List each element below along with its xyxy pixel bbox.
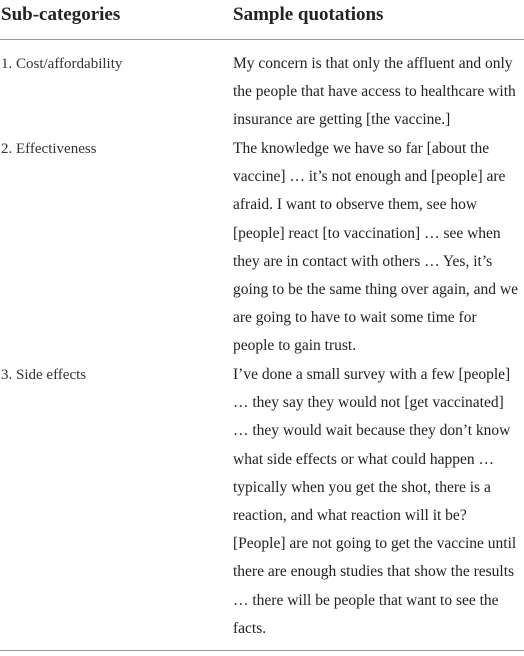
sample-quotation (233, 135, 524, 361)
quotation-line: [People] are not going to get the vaccine until (233, 535, 517, 553)
subcategory-label: 2. Effectiveness (1, 141, 97, 157)
sample-quotation (233, 50, 524, 135)
subcategory-label: 3. Side effects (1, 367, 87, 383)
column-header-subcategories: Sub-categories (1, 4, 121, 25)
quotation-line: there are enough studies that show the results (233, 563, 515, 581)
quotation-line: [people] react [to vaccination] … see when (233, 224, 501, 242)
quotation-line: typically when you get the shot, there is a (233, 478, 491, 496)
quotation-line: insurance are getting [the vaccine.] (233, 111, 451, 129)
column-header-sample-quotations: Sample quotations (233, 4, 384, 25)
quotation-line: going to be the same thing over again, and we (233, 281, 518, 299)
table-bottom-divider (0, 650, 524, 651)
quotation-line: they are in contact with others … Yes, it’s (233, 252, 493, 270)
header-divider (0, 39, 524, 40)
quotation-line: … they say they would not [get vaccinated] (233, 394, 504, 412)
quotation-line: the people that have access to healthcare with (233, 83, 516, 101)
quotation-line: vaccine] … it’s not enough and [people] are (233, 168, 506, 186)
quotation-line: what side effects or what could happen … (233, 450, 494, 468)
quotation-line: are going to have to wait some time for (233, 309, 477, 327)
subcategory-label: 1. Cost/affordability (1, 56, 123, 72)
quotation-line: reaction, and what reaction will it be? (233, 507, 467, 525)
quotation-line: facts. (233, 619, 267, 637)
quotation-line: The knowledge we have so far [about the (233, 140, 490, 157)
quotation-line: I’ve done a small survey with a few [people] (233, 366, 511, 383)
sample-quotation (233, 361, 524, 643)
quotation-line: … they would wait because they don’t know (233, 422, 511, 440)
quotation-line: My concern is that only the affluent and only (233, 55, 513, 72)
table-header (0, 0, 524, 40)
quotation-line: … there will be people that want to see the (233, 591, 499, 609)
quotation-line: afraid. I want to observe them, see how (233, 196, 478, 214)
quotation-line: people to gain trust. (233, 337, 357, 355)
